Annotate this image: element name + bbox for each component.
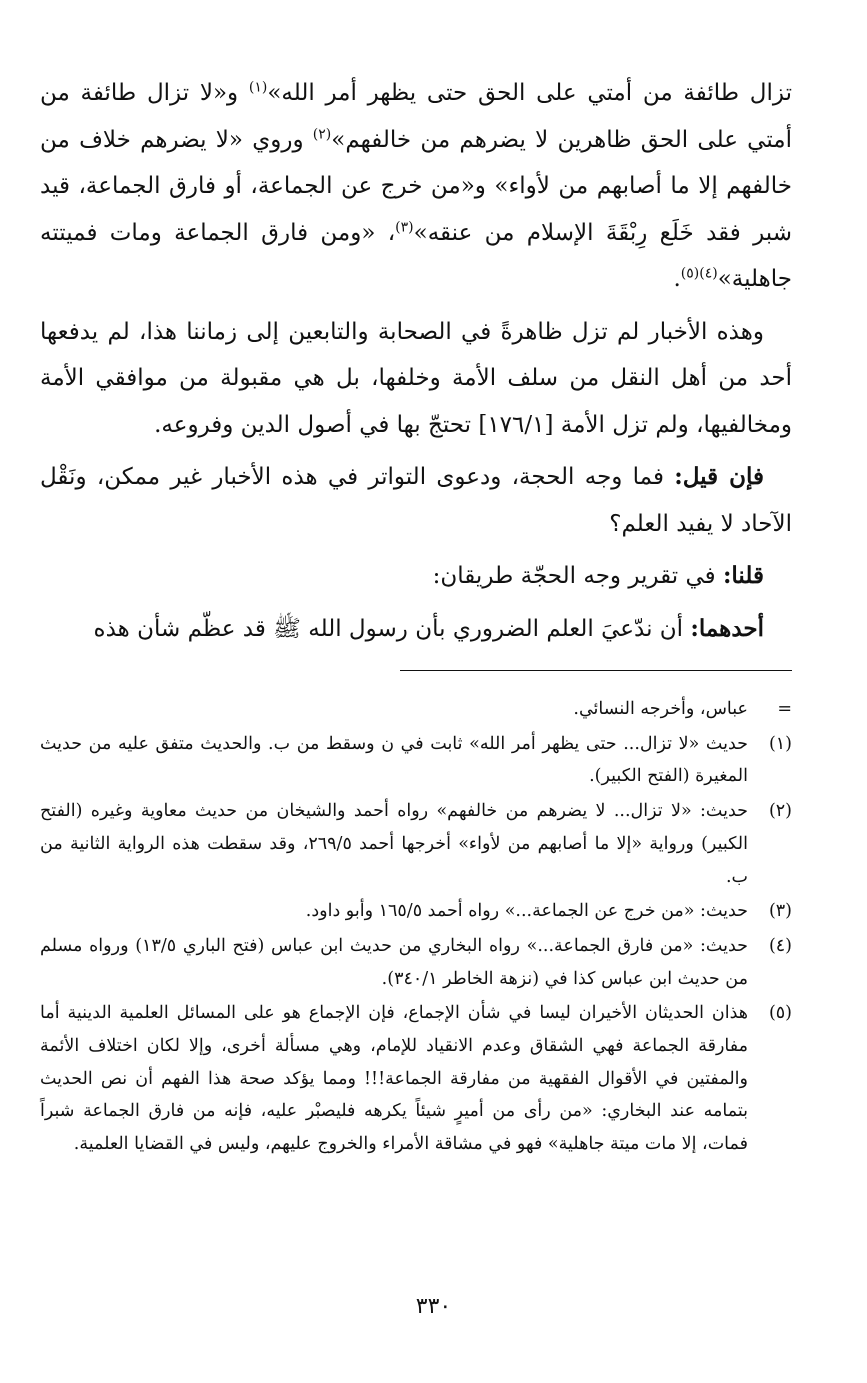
footnote-number: (٤)	[768, 935, 792, 956]
footnote-marker: (١)	[248, 79, 268, 96]
footnote-item	[40, 795, 792, 893]
footnote-number: (٢)	[768, 801, 792, 822]
text-run: وهذه الأخبار لم تزل ظاهرةً في الصحابة والتابعين إلى زماننا هذا، لم يدفعها أحد من أهل النقل من سلف الأمة وخلفها، بل هي مقبولة من موافقي الأمة ومخالفيها، ولم تزل الأمة [١٧٦/١] تحتجّ بها في أصول الدين وفروعه.	[40, 318, 792, 438]
text-run: أن ندّعيَ العلم الضروري بأن رسول الله ﷺ قد عظّم شأن هذه	[93, 615, 691, 642]
page-body	[40, 70, 792, 1163]
text-run: و«لا تزال طائفة من أمتي على الحق ظاهرين لا يضرهم من خالفهم»	[40, 80, 792, 153]
text-run: في تقرير وجه الحجّة طريقان:	[432, 563, 723, 589]
paragraph-p3	[40, 454, 792, 547]
text-run: تزال طائفة من أمتي على الحق حتى يظهر أمر الله»	[267, 80, 792, 106]
page-number: ٣٣٠	[415, 1294, 452, 1319]
paragraph-p2	[40, 309, 792, 449]
footnote-marker: (٢)	[312, 125, 332, 142]
text-run: .	[673, 266, 681, 292]
footnote-text: عباس، وأخرجه النسائي.	[573, 699, 748, 719]
footnote-text: حديث: «لا تزال... لا يضرهم من خالفهم» رواه أحمد والشيخان من حديث معاوية وغيره (الفتح الكبير) ورواية «إلا ما أصابهم من لأواء» أخرجها أحمد ٢٦٩/٥، وقد سقطت هذه الرواية الثانية من ب.	[40, 801, 748, 887]
text-run: ، «ومن فارق الجماعة ومات فميتته جاهلية»	[40, 219, 792, 292]
footnote-separator	[400, 670, 792, 671]
footnote-item	[40, 693, 792, 726]
footnote-item	[40, 930, 792, 995]
footnote-text: حديث: «من فارق الجماعة...» رواه البخاري من حديث ابن عباس (فتح الباري ١٣/٥) ورواه مسلم من حديث ابن عباس كذا في (نزهة الخاطر ٣٤٠/١).	[40, 935, 748, 989]
paragraph-p4	[40, 553, 792, 600]
text-run: وروي «لا يضرهم خلاف من خالفهم إلا ما أصابهم من لأواء» و«من خرج عن الجماعة، أو فارق الجماعة، قيد شبر فقد خَلَع رِبْقَةَ الإسلام من عنقه»	[40, 126, 793, 246]
footnote-number: (١)	[768, 733, 792, 754]
paragraph-p1	[40, 70, 792, 303]
text-run: فما وجه الحجة، ودعوى التواتر في هذه الأخبار غير ممكن، ونَقْل الآحاد لا يفيد العلم؟	[40, 464, 792, 537]
paragraph-lead: قلنا:	[722, 562, 764, 589]
footnote-number: (٣)	[768, 901, 792, 922]
paragraph-lead: فإن قيل:	[674, 463, 764, 490]
footnote-marker: (٤)(٥)	[680, 265, 718, 282]
footnote-item	[40, 895, 792, 928]
paragraph-lead: أحدهما:	[690, 614, 764, 642]
footnotes	[40, 693, 792, 1161]
footnote-text: هذان الحديثان الأخيران ليسا في شأن الإجماع، فإن الإجماع هو على المسائل العلمية الدينية أما مفارقة الجماعة فهي الشقاق وعدم الانقياد للإمام، وهي مسألة أخرى، وإلا لكان اختلاف الأئمة والمفتين في الأقوال الفقهية من مفارقة الجماعة!!! ومما يؤكد صحة هذا الفهم أن نص الحديث بتمامه عند البخاري: «من رأى من أميرٍ شيئاً يكرهه فليصبْر عليه، فإنه من فارق الجماعة شبراً فمات، إلا مات ميتة جاهلية» فهو في مشاقة الأمراء والخروج عليهم، وليس في القضايا العلمية.	[40, 1003, 748, 1155]
footnote-number: (٥)	[768, 1003, 792, 1024]
footnote-text: حديث: «من خرج عن الجماعة...» رواه أحمد ١٦٥/٥ وأبو داود.	[305, 901, 748, 922]
footnote-item	[40, 728, 792, 793]
footnote-item	[40, 997, 792, 1161]
paragraph-p5	[40, 606, 792, 653]
footnote-text: حديث «لا تزال... حتى يظهر أمر الله» ثابت في ن وسقط من ب. والحديث متفق عليه من حديث المغيرة (الفتح الكبير).	[40, 733, 748, 787]
main-text	[40, 70, 792, 652]
footnote-number: =	[777, 699, 792, 719]
footnote-marker: (٣)	[395, 218, 414, 235]
